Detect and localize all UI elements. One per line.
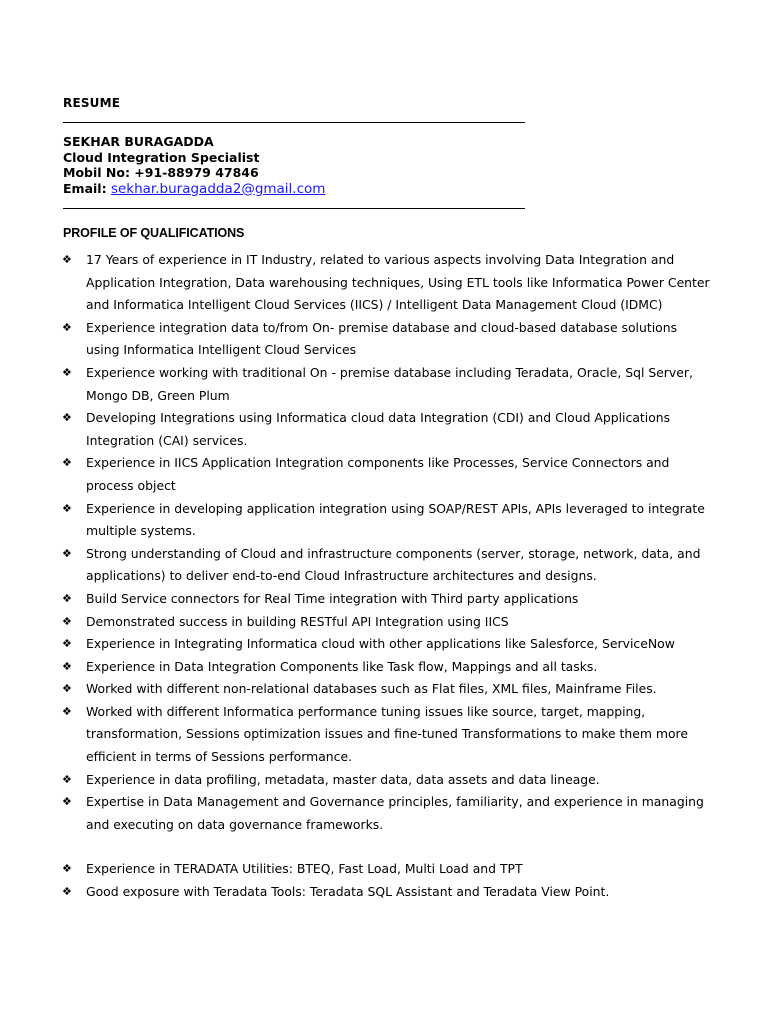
list-item bbox=[62, 656, 712, 679]
list-item bbox=[62, 678, 712, 701]
list-item bbox=[62, 701, 712, 769]
list-item-text: Experience integration data to/from On- premise database and cloud-based database solutions using Informatica Intelligent Cloud Services bbox=[86, 319, 678, 358]
list-item bbox=[62, 858, 712, 881]
diamond-bullet-icon: ❖ bbox=[62, 637, 72, 651]
diamond-bullet-icon: ❖ bbox=[62, 411, 72, 425]
diamond-bullet-icon: ❖ bbox=[62, 885, 72, 899]
diamond-bullet-icon: ❖ bbox=[62, 682, 72, 696]
diamond-bullet-icon: ❖ bbox=[62, 546, 72, 560]
email-label: Email: bbox=[63, 180, 107, 196]
list-item-text: Developing Integrations using Informatica cloud data Integration (CDI) and Cloud Applications Integration (CAI) services. bbox=[86, 410, 671, 448]
diamond-bullet-icon: ❖ bbox=[62, 862, 72, 876]
diamond-bullet-icon: ❖ bbox=[62, 591, 72, 605]
list-item-text: Experience in IICS Application Integration components like Processes, Service Connectors and process object bbox=[86, 455, 670, 493]
divider-bottom bbox=[63, 208, 525, 209]
divider-top bbox=[63, 122, 525, 123]
list-item-text: Build Service connectors for Real Time integration with Third party applications bbox=[86, 590, 579, 606]
list-item bbox=[62, 452, 712, 497]
diamond-bullet-icon: ❖ bbox=[62, 704, 72, 718]
candidate-name: SEKHAR BURAGADDA bbox=[63, 134, 214, 149]
mobile-number: Mobil No: +91-88979 47846 bbox=[63, 165, 259, 180]
list-item bbox=[62, 769, 712, 792]
diamond-bullet-icon: ❖ bbox=[62, 795, 72, 809]
list-item-text: Experience working with traditional On - premise database including Teradata, Oracle, Sql Server, Mongo DB, Green Plum bbox=[86, 364, 693, 403]
email-link[interactable]: sekhar.buragadda2@gmail.com bbox=[110, 180, 326, 197]
list-item bbox=[62, 588, 712, 611]
list-item-text: Experience in Integrating Informatica cloud with other applications like Salesforce, ServiceNow bbox=[86, 636, 675, 652]
list-item-text: Experience in Data Integration Components like Task flow, Mappings and all tasks. bbox=[86, 658, 598, 674]
email-line bbox=[63, 181, 325, 198]
list-item bbox=[62, 317, 712, 362]
section-title: PROFILE OF QUALIFICATIONS bbox=[63, 226, 245, 240]
diamond-bullet-icon: ❖ bbox=[62, 320, 72, 334]
list-item bbox=[62, 611, 712, 634]
list-item bbox=[62, 362, 712, 407]
contact-block bbox=[63, 134, 325, 197]
diamond-bullet-icon: ❖ bbox=[62, 456, 72, 470]
list-item-text: Experience in developing application integration using SOAP/REST APIs, APIs leveraged to integrate multiple systems. bbox=[86, 500, 705, 539]
list-item-text: Worked with different non-relational databases such as Flat files, XML files, Mainframe Files. bbox=[86, 681, 657, 697]
qualifications-list bbox=[62, 249, 712, 904]
list-item bbox=[62, 407, 712, 452]
diamond-bullet-icon: ❖ bbox=[62, 365, 72, 379]
list-item-text: Worked with different Informatica performance tuning issues like source, target, mapping, transformation, Sessions optimization issues and fine-tuned Transformations to make them more efficient in terms of Sessions performance. bbox=[86, 703, 688, 765]
list-item bbox=[62, 881, 712, 904]
list-item-text: Experience in TERADATA Utilities: BTEQ, Fast Load, Multi Load and TPT bbox=[86, 861, 523, 877]
list-item-text: Good exposure with Teradata Tools: Teradata SQL Assistant and Teradata View Point. bbox=[86, 884, 610, 900]
diamond-bullet-icon: ❖ bbox=[62, 501, 72, 515]
list-item-text: Expertise in Data Management and Governance principles, familiarity, and experience in managing and executing on data governance frameworks. bbox=[86, 794, 704, 832]
list-item bbox=[62, 498, 712, 543]
list-item-text: 17 Years of experience in IT Industry, related to various aspects involving Data Integration and Application Integration, Data warehousing techniques, Using ETL tools like Informatica Power Center and Informatica Intelligent Cloud Services (IICS) / Intelligent Data Management Cloud (IDMC) bbox=[86, 252, 710, 313]
list-item bbox=[62, 543, 712, 588]
diamond-bullet-icon: ❖ bbox=[62, 659, 72, 673]
diamond-bullet-icon: ❖ bbox=[62, 253, 72, 266]
diamond-bullet-icon: ❖ bbox=[62, 614, 72, 628]
list-item bbox=[62, 249, 712, 317]
list-spacer bbox=[62, 836, 712, 858]
list-item-text: Demonstrated success in building RESTful API Integration using IICS bbox=[86, 613, 509, 629]
list-item bbox=[62, 791, 712, 836]
diamond-bullet-icon: ❖ bbox=[62, 772, 72, 786]
list-item-text: Experience in data profiling, metadata, master data, data assets and data lineage. bbox=[86, 771, 600, 787]
candidate-title: Cloud Integration Specialist bbox=[63, 149, 260, 165]
list-item-text: Strong understanding of Cloud and infrastructure components (server, storage, network, data, and applications) to deliver end-to-end Cloud Infrastructure architectures and designs. bbox=[86, 545, 701, 584]
document-heading: RESUME bbox=[63, 96, 121, 110]
list-item bbox=[62, 633, 712, 656]
